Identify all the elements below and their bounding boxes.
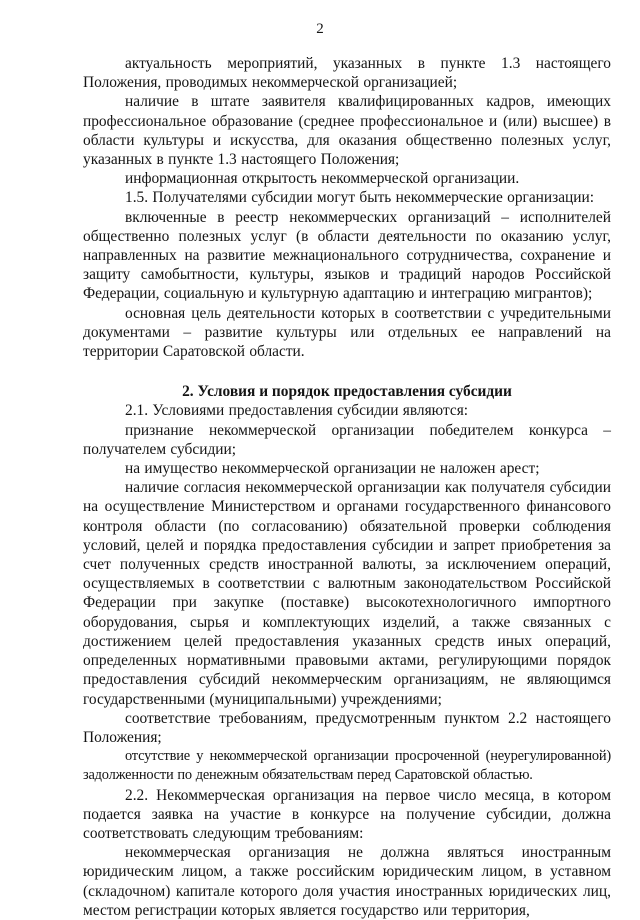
document-body [83, 54, 611, 920]
paragraph-qualified-staff: наличие в штате заявителя квалифицированных кадров, имеющих профессиональное образование (среднее профессиональное и (или) высшее) в области культуры и искусства, для оказания общественно полезных услуг, указанных в пункте 1.3 настоящего Положения; [83, 93, 611, 169]
paragraph-main-goal: основная цель деятельности которых в соответствии с учредительными документами – развитие культуры или отдельных ее направлений на территории Саратовской области. [83, 304, 611, 361]
paragraph-1-5-recipients: 1.5. Получателями субсидии могут быть некоммерческие организации: [125, 189, 595, 207]
paragraph-requirements-compliance: соответствие требованиям, предусмотренным пунктом 2.2 настоящего Положения; [83, 709, 611, 746]
paragraph-registry: включенные в реестр некоммерческих организаций – исполнителей общественно полезных услуг (в области деятельности по оказанию услуг, направленных на развитие межнационального сотрудничества, сохранение и защиту самобытности, культуры, языков и традиций народов Российской Федерации, социальную и культурную адаптацию и интеграцию мигрантов); [83, 208, 611, 303]
paragraph-no-debt: отсутствие у некоммерческой организации просроченной (неурегулированной) задолженности по денежным обязательствам перед Саратовской областью. [83, 748, 611, 784]
paragraph-information-openness: информационная открытость некоммерческой организации. [125, 170, 520, 188]
paragraph-relevance: актуальность мероприятий, указанных в пункте 1.3 настоящего Положения, проводимых некоммерческой организацией; [83, 55, 611, 92]
paragraph-not-foreign-entity: некоммерческая организация не должна являться иностранным юридическим лицом, а также российским юридическим лицом, в уставном (складочном) капитале которого доля участия иностранных юридических лиц, местом регистрации которых является государство или территория, [83, 844, 611, 919]
paragraph-consent: наличие согласия некоммерческой организации как получателя субсидии на осуществление Министерством и органами государственного финансового контроля области (по согласованию) обязательной проверки соблюдения условий, целей и порядка предоставления субсидии и запрет приобретения за счет полученных средств иностранной валюты, за исключением операций, осуществляемых в соответствии с валютным законодательством Российской Федерации при закупке (поставке) высокотехнологичного импортного оборудования, сырья и комплектующих изделий, а также связанных с достижением целей предоставления указанных средств иных операций, определенных нормативными правовыми актами, регулирующими порядок предоставления субсидий некоммерческим организациям, не являющимся государственными (муниципальными) учреждениями; [83, 479, 611, 708]
paragraph-no-arrest: на имущество некоммерческой организации не наложен арест; [125, 460, 540, 478]
page-number: 2 [316, 21, 324, 37]
paragraph-2-2-requirements: 2.2. Некоммерческая организация на первое число месяца, в котором подается заявка на участие в конкурсе на получение субсидии, должна соответствовать следующим требованиям: [83, 786, 611, 842]
section-spacer [83, 361, 611, 369]
section-heading: 2. Условия и порядок предоставления субсидии [182, 383, 512, 401]
paragraph-2-1-conditions: 2.1. Условиями предоставления субсидии являются: [125, 402, 469, 420]
paragraph-contest-winner: признание некоммерческой организации победителем конкурса – получателем субсидии; [83, 421, 611, 458]
